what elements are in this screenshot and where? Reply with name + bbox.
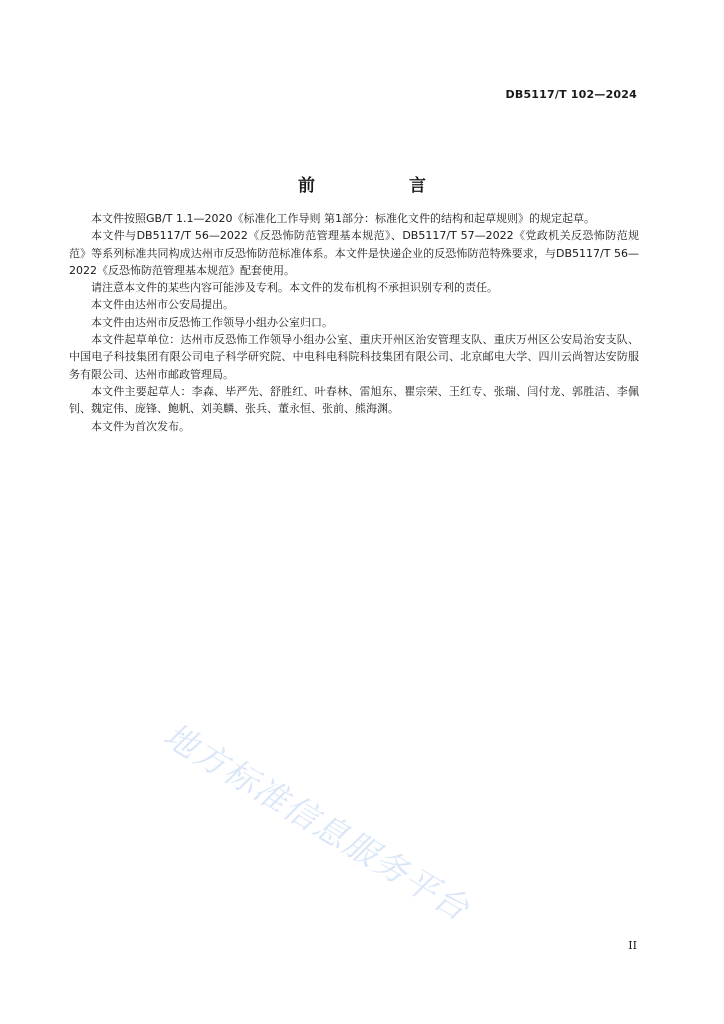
paragraph-standard-system: 本文件与DB5117/T 56—2022《反恐怖防范管理基本规范》、DB5117/T 57—2022《党政机关反恐怖防范规范》等系列标准共同构成达州市反恐怖防范标准体系。本文件是快递企业的反恐怖防范特殊要求，与DB5117/T 56—2022《反恐怖防范管理基本规范》配套使用。 (69, 229, 639, 277)
paragraph-drafting-units: 本文件起草单位：达州市反恐怖工作领导小组办公室、重庆开州区治安管理支队、重庆万州区公安局治安支队、中国电子科技集团有限公司电子科学研究院、中电科电科院科技集团有限公司、北京邮电大学、四川云尚智达安防服务有限公司、达州市邮政管理局。 (69, 333, 639, 381)
standard-code: DB5117/T 102—2024 (505, 88, 637, 101)
paragraph-administrator: 本文件由达州市反恐怖工作领导小组办公室归口。 (91, 315, 333, 329)
foreword-body (69, 210, 639, 435)
paragraph-proposer: 本文件由达州市公安局提出。 (91, 298, 234, 312)
page-title: 前 言 (298, 176, 470, 196)
watermark: 地方标准信息服务平台 (156, 715, 477, 929)
paragraph-drafters: 本文件主要起草人：李森、毕严先、舒胜红、叶春林、雷旭东、瞿宗荣、王红专、张瑞、闫付龙、郭胜洁、李佩钊、魏定伟、庞锋、鲍帆、刘美麟、张兵、董永恒、张前、熊海渊。 (69, 384, 639, 416)
page-number: II (628, 939, 637, 952)
paragraph-patent-notice: 请注意本文件的某些内容可能涉及专利。本文件的发布机构不承担识别专利的责任。 (91, 281, 498, 295)
paragraph-drafting-rules: 本文件按照GB/T 1.1—2020《标准化工作导则 第1部分：标准化文件的结构和起草规则》的规定起草。 (91, 212, 595, 225)
paragraph-first-release: 本文件为首次发布。 (91, 419, 190, 433)
